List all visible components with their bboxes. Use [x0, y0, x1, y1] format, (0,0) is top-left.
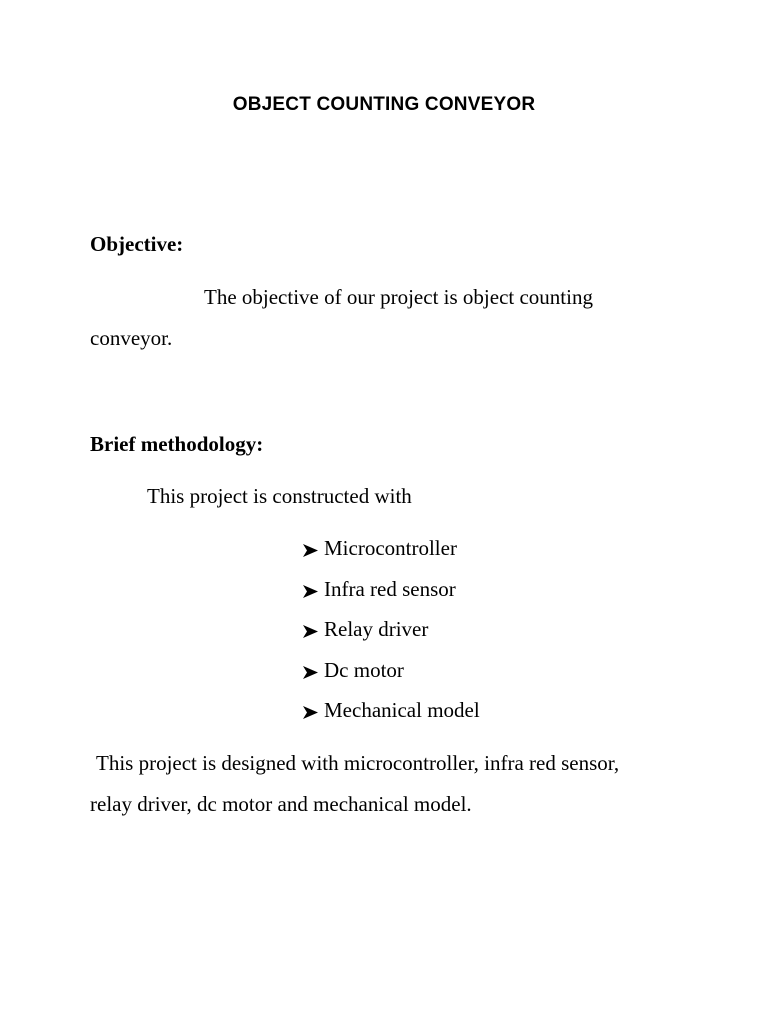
- list-item-label: Mechanical model: [324, 698, 480, 722]
- list-item-label: Infra red sensor: [324, 576, 456, 601]
- arrowhead-bullet-icon: [300, 536, 320, 560]
- objective-text-line-2: conveyor.: [90, 326, 173, 350]
- methodology-heading: Brief methodology:: [90, 432, 264, 456]
- component-list: [300, 536, 480, 739]
- list-item: [300, 577, 480, 618]
- list-item: [300, 658, 480, 699]
- list-item-label: Dc motor: [324, 657, 404, 682]
- arrowhead-bullet-icon: [300, 617, 320, 641]
- list-item-label: Microcontroller: [324, 536, 457, 560]
- arrowhead-bullet-icon: [300, 698, 320, 722]
- list-item: [300, 536, 480, 577]
- summary-text-line-2: relay driver, dc motor and mechanical model.: [90, 792, 472, 816]
- methodology-intro: This project is constructed with: [147, 484, 412, 508]
- objective-text-line-1: The objective of our project is object counting: [204, 285, 593, 309]
- list-item-label: Relay driver: [324, 617, 429, 641]
- list-item: [300, 698, 480, 739]
- arrowhead-bullet-icon: [300, 577, 320, 601]
- document-title: OBJECT COUNTING CONVEYOR: [232, 94, 536, 115]
- summary-text-line-1: This project is designed with microcontroller, infra red sensor,: [96, 751, 620, 775]
- list-item: [300, 617, 480, 658]
- objective-heading: Objective:: [90, 232, 184, 256]
- arrowhead-bullet-icon: [300, 658, 320, 682]
